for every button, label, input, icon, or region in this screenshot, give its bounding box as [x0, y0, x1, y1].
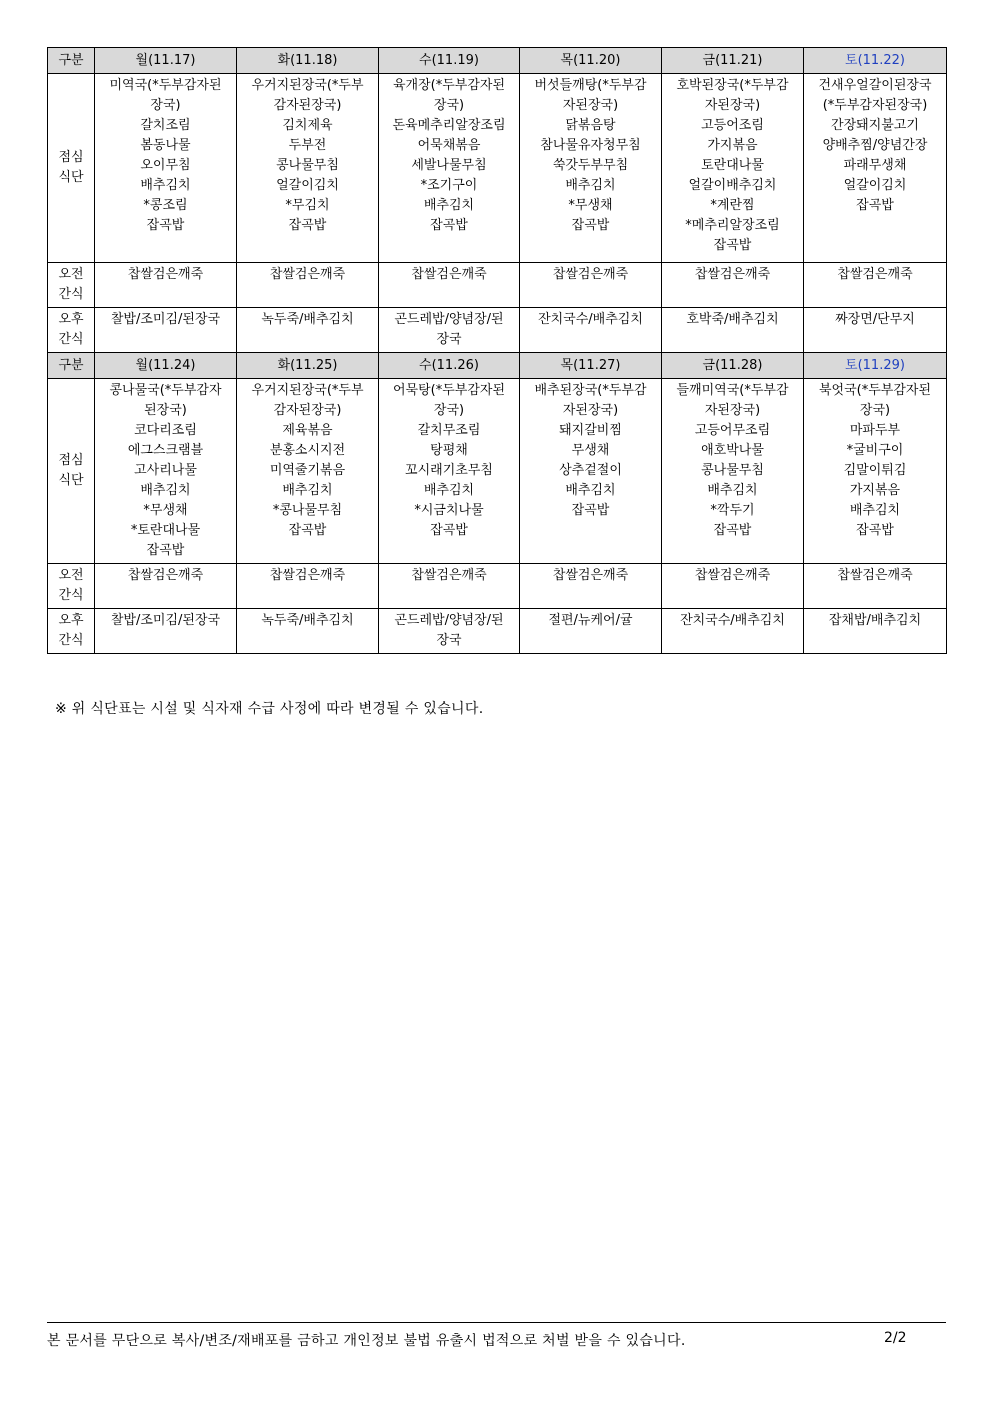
am-snack-label: [48, 564, 95, 609]
lunch-menu-cell: [804, 74, 947, 263]
menu-item: *무생채: [568, 198, 613, 213]
menu-item: 장국): [150, 98, 181, 113]
pm-snack-cell: [662, 308, 804, 353]
menu-item: 가지볶음: [707, 138, 758, 153]
menu-item: 장국): [859, 403, 891, 418]
menu-item: 점심: [58, 453, 84, 468]
menu-item: *콩나물무침: [272, 503, 343, 518]
pm-snack-row: [48, 609, 947, 654]
menu-item: 간식: [58, 332, 84, 347]
menu-item: 잡곡밥: [430, 218, 468, 233]
menu-item: 잡곡밥: [571, 503, 610, 518]
menu-item: *무김치: [285, 198, 330, 213]
menu-item: *메추리알장조림: [685, 218, 780, 233]
menu-item: 돼지갈비찜: [559, 423, 622, 438]
am-snack-cell: 찹쌀검은깨죽: [237, 564, 379, 609]
menu-item: 북엇국(*두부감자된: [818, 383, 932, 398]
menu-item: 잡곡밥: [146, 218, 185, 233]
menu-item: 어묵채볶음: [417, 138, 481, 153]
menu-item: 간식: [58, 287, 84, 302]
am-snack-cell: 찹쌀검은깨죽: [804, 564, 947, 609]
day-header: 화(11.18): [237, 48, 379, 74]
pm-snack-cell: [520, 308, 662, 353]
am-snack-cell: 찹쌀검은깨죽: [379, 263, 520, 308]
menu-item: 김말이튀김: [843, 463, 907, 478]
day-header: 수(11.19): [379, 48, 520, 74]
menu-item: 곤드레밥/양념장/된: [394, 312, 504, 327]
lunch-menu-cell: [520, 74, 662, 263]
menu-item: 콩나물국(*두부감자: [109, 383, 222, 398]
menu-item: 들깨미역국(*두부감: [676, 383, 789, 398]
menu-item: 자된장국): [704, 403, 761, 418]
menu-item: 장국): [433, 403, 465, 418]
menu-item: 콩나물무침: [276, 158, 339, 173]
pm-snack-cell: [804, 609, 947, 654]
menu-item: 건새우얼갈이된장국: [818, 78, 932, 93]
menu-item: 잡곡밥: [146, 543, 185, 558]
menu-item: 잡곡밥: [856, 198, 894, 213]
day-header: 월(11.24): [95, 353, 237, 379]
day-header: 수(11.26): [379, 353, 520, 379]
menu-item: 쑥갓두부무침: [552, 158, 629, 173]
menu-item: 고사리나물: [134, 463, 197, 478]
lunch-row: [48, 379, 947, 564]
lunch-menu-cell: [95, 74, 237, 263]
menu-item: 얼갈이김치: [843, 178, 907, 193]
am-snack-cell: 찹쌀검은깨죽: [237, 263, 379, 308]
menu-item: 찰밥/조미김/된장국: [110, 613, 221, 628]
menu-item: 자된장국): [562, 98, 619, 113]
lunch-menu-cell: [804, 379, 947, 564]
menu-item: 곤드레밥/양념장/된: [394, 613, 504, 628]
menu-item: *콩조림: [143, 198, 188, 213]
menu-item: 배추김치: [423, 483, 475, 498]
menu-item: 잔치국수/배추김치: [680, 613, 785, 628]
pm-snack-row: [48, 308, 947, 353]
menu-item: 미역줄기볶음: [269, 463, 346, 478]
menu-item: 녹두죽/배추김치: [261, 613, 354, 628]
menu-item: 잡채밥/배추김치: [828, 613, 922, 628]
menu-item: 콩나물무침: [701, 463, 764, 478]
menu-item: 얼갈이김치: [276, 178, 339, 193]
menu-item: 분홍소시지전: [269, 443, 346, 458]
day-header: 월(11.17): [95, 48, 237, 74]
menu-item: 미역국(*두부감자된: [109, 78, 222, 93]
am-snack-cell: 찹쌀검은깨죽: [520, 263, 662, 308]
menu-item: 장국: [436, 633, 462, 648]
menu-item: 잡곡밥: [288, 523, 327, 538]
menu-item: 무생채: [571, 443, 610, 458]
menu-item: 배추김치: [282, 483, 333, 498]
menu-item: 식단: [58, 170, 84, 185]
menu-item: 상추겉절이: [559, 463, 622, 478]
menu-item: 배추김치: [140, 178, 191, 193]
day-header: 금(11.21): [662, 48, 804, 74]
menu-item: 간식: [58, 633, 84, 648]
menu-item: 잔치국수/배추김치: [538, 312, 643, 327]
menu-item: 간식: [58, 588, 84, 603]
menu-item: *깍두기: [710, 503, 755, 518]
menu-item: 점심: [58, 150, 84, 165]
menu-item: 오이무침: [140, 158, 191, 173]
menu-item: 짜장면/단무지: [835, 312, 915, 327]
menu-item: 참나물유자청무침: [540, 138, 641, 153]
day-header: 목(11.27): [520, 353, 662, 379]
menu-item: 에그스크램블: [127, 443, 204, 458]
menu-item: 오후: [58, 613, 84, 628]
menu-item: 우거지된장국(*두부: [251, 383, 364, 398]
header-label: 구분: [48, 48, 95, 74]
pm-snack-cell: [237, 308, 379, 353]
menu-item: 식단: [58, 473, 84, 488]
lunch-menu-cell: [237, 74, 379, 263]
lunch-menu-cell: [520, 379, 662, 564]
menu-item: 장국): [433, 98, 465, 113]
lunch-row: [48, 74, 947, 263]
menu-item: 배추김치: [423, 198, 475, 213]
am-snack-cell: 찹쌀검은깨죽: [95, 263, 237, 308]
menu-item: 돈육메추리알장조림: [392, 118, 506, 133]
menu-item: 얼갈이배추김치: [688, 178, 777, 193]
menu-item: 육개장(*두부감자된: [392, 78, 506, 93]
menu-item: 잡곡밥: [288, 218, 327, 233]
menu-item: 잡곡밥: [713, 523, 752, 538]
menu-item: 배추된장국(*두부감: [534, 383, 647, 398]
menu-item: 애호박나물: [701, 443, 764, 458]
menu-item: 어묵탕(*두부감자된: [392, 383, 506, 398]
lunch-menu-cell: [237, 379, 379, 564]
header-row: [48, 48, 947, 74]
lunch-menu-cell: [379, 74, 520, 263]
am-snack-row: [48, 263, 947, 308]
pm-snack-label: [48, 609, 95, 654]
menu-item: 절편/뉴케어/귤: [548, 613, 633, 628]
menu-item: 오후: [58, 312, 84, 327]
menu-item: 호박된장국(*두부감: [676, 78, 789, 93]
day-header: 금(11.28): [662, 353, 804, 379]
am-snack-label: [48, 263, 95, 308]
lunch-menu-cell: [379, 379, 520, 564]
menu-item: 녹두죽/배추김치: [261, 312, 354, 327]
menu-item: 코다리조림: [134, 423, 197, 438]
pm-snack-cell: [520, 609, 662, 654]
am-snack-cell: 찹쌀검은깨죽: [804, 263, 947, 308]
menu-item: 오전: [58, 568, 84, 583]
pm-snack-label: [48, 308, 95, 353]
menu-item: 양배추찜/양념간장: [822, 138, 928, 153]
am-snack-cell: 찹쌀검은깨죽: [520, 564, 662, 609]
weekly-menu-table: [47, 47, 947, 654]
menu-item: 파래무생채: [843, 158, 907, 173]
menu-item: 두부전: [288, 138, 327, 153]
menu-item: 우거지된장국(*두부: [251, 78, 364, 93]
footer-notice: 본 문서를 무단으로 복사/변조/재배포를 금하고 개인정보 불법 유출시 법적으로 처벌 받을 수 있습니다.: [47, 1333, 686, 1349]
menu-item: 세발나물무침: [411, 158, 487, 173]
menu-item: *토란대나물: [130, 523, 201, 538]
menu-item: 닭볶음탕: [565, 118, 616, 133]
menu-item: 고등어무조림: [694, 423, 771, 438]
am-snack-cell: 찹쌀검은깨죽: [662, 564, 804, 609]
day-header: 토(11.22): [804, 48, 947, 74]
am-snack-cell: 찹쌀검은깨죽: [379, 564, 520, 609]
menu-item: 배추김치: [849, 503, 901, 518]
menu-item: 간장돼지불고기: [831, 118, 919, 133]
am-snack-row: [48, 564, 947, 609]
footer-divider: [47, 1322, 946, 1323]
menu-item: 김치제육: [282, 118, 333, 133]
menu-item: 제육볶음: [282, 423, 333, 438]
menu-item: 찰밥/조미김/된장국: [110, 312, 221, 327]
menu-item: 배추김치: [707, 483, 758, 498]
day-header: 목(11.20): [520, 48, 662, 74]
menu-item: 마파두부: [849, 423, 901, 438]
header-row: [48, 353, 947, 379]
menu-item: 된장국): [144, 403, 187, 418]
menu-item: *굴비구이: [846, 443, 904, 458]
header-label: 구분: [48, 353, 95, 379]
menu-item: 자된장국): [704, 98, 761, 113]
menu-item: 오전: [58, 267, 84, 282]
menu-item: 갈치무조림: [417, 423, 481, 438]
menu-item: 잡곡밥: [856, 523, 894, 538]
menu-item: 자된장국): [562, 403, 619, 418]
am-snack-cell: 찹쌀검은깨죽: [95, 564, 237, 609]
lunch-menu-cell: [95, 379, 237, 564]
menu-item: *시금치나물: [414, 503, 484, 518]
menu-item: 버섯들깨탕(*두부감: [534, 78, 647, 93]
day-header: 토(11.29): [804, 353, 947, 379]
menu-item: 가지볶음: [849, 483, 901, 498]
menu-item: 잡곡밥: [713, 238, 752, 253]
lunch-menu-cell: [662, 379, 804, 564]
menu-item: 장국: [436, 332, 462, 347]
menu-item: 잡곡밥: [430, 523, 468, 538]
menu-item: 봄동나물: [140, 138, 191, 153]
menu-item: 토란대나물: [701, 158, 764, 173]
day-header: 화(11.25): [237, 353, 379, 379]
menu-change-note: ※ 위 식단표는 시설 및 식자재 수급 사정에 따라 변경될 수 있습니다.: [55, 701, 484, 717]
pm-snack-cell: [804, 308, 947, 353]
pm-snack-cell: [379, 308, 520, 353]
lunch-label: [48, 74, 95, 263]
menu-item: 배추김치: [140, 483, 191, 498]
page-number: 2/2: [884, 1330, 907, 1346]
menu-item: 배추김치: [565, 483, 616, 498]
lunch-label: [48, 379, 95, 564]
menu-item: 배추김치: [565, 178, 616, 193]
am-snack-cell: 찹쌀검은깨죽: [662, 263, 804, 308]
menu-item: *조기구이: [420, 178, 478, 193]
menu-item: (*두부감자된장국): [822, 98, 928, 113]
menu-table-body: [48, 48, 947, 654]
pm-snack-cell: [662, 609, 804, 654]
pm-snack-cell: [95, 609, 237, 654]
menu-item: 꼬시래기초무침: [405, 463, 493, 478]
pm-snack-cell: [237, 609, 379, 654]
menu-item: 감자된장국): [273, 403, 342, 418]
menu-item: 감자된장국): [273, 98, 342, 113]
menu-item: 잡곡밥: [571, 218, 610, 233]
menu-item: 호박죽/배추김치: [686, 312, 779, 327]
pm-snack-cell: [379, 609, 520, 654]
menu-item: *계란찜: [710, 198, 755, 213]
menu-item: 고등어조림: [701, 118, 764, 133]
menu-item: 탕평채: [430, 443, 468, 458]
lunch-menu-cell: [662, 74, 804, 263]
pm-snack-cell: [95, 308, 237, 353]
menu-item: 갈치조림: [140, 118, 191, 133]
menu-item: *무생채: [143, 503, 188, 518]
